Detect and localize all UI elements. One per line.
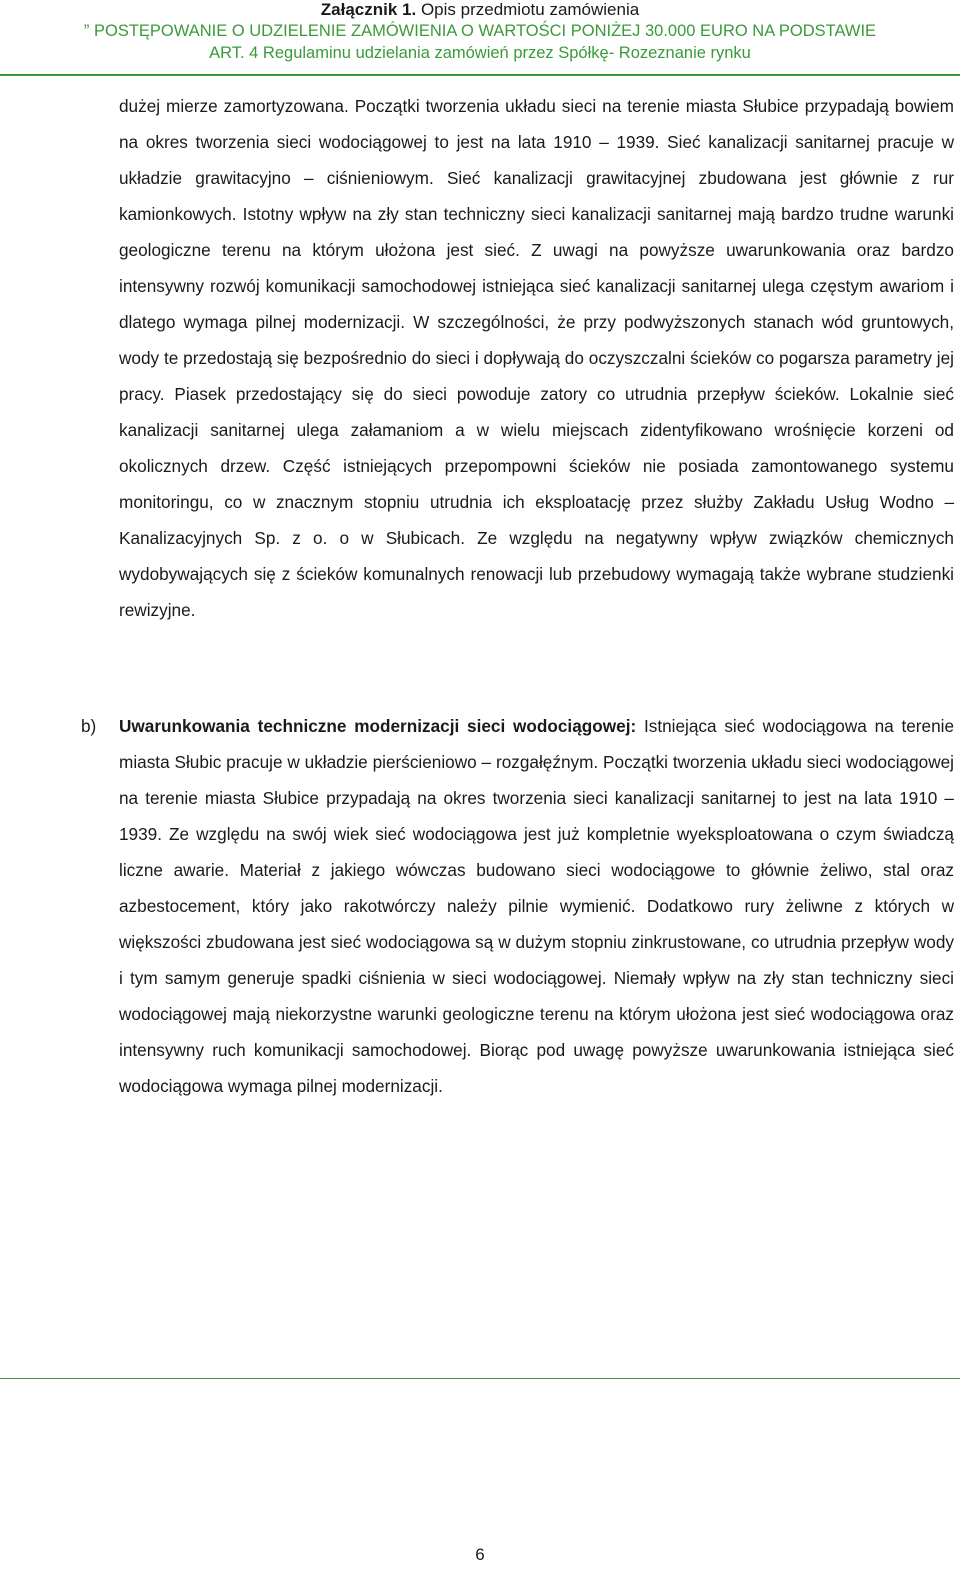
body-paragraph: dużej mierze zamortyzowana. Początki tworzenia układu sieci na terenie miasta Słubice przypadają bowiem na okres tworzenia sieci wodociągowej to jest na lata 1910 – 1939. Sieć kanalizacji sanitarnej pracuje w układzie grawitacyjno – ciśnieniowym. Sieć kanalizacji grawitacyjnej zbudowana jest głównie z rur kamionkowych. Istotny wpływ na zły stan techniczny sieci kanalizacji sanitarnej mają bardzo trudne warunki geologiczne terenu na którym ułożona jest sieć. Z uwagi na powyższe uwarunkowania oraz bardzo intensywny rozwój komunikacji samochodowej istniejąca sieć kanalizacji sanitarnej ulega częstym awariom i dlatego wymaga pilnej modernizacji. W szczególności, że przy podwyższonych stanach wód gruntowych, wody te przedostają się bezpośrednio do sieci i dopływają do oczyszczalni ścieków co pogarsza parametry jej pracy. Piasek przedostający się do sieci powoduje zatory co utrudnia przepływ ścieków. Lokalnie sieć kanalizacji sanitarnej ulega załamaniom a w wielu miejscach zidentyfikowano wrośnięcie korzeni od okolicznych drzew. Część istniejących przepompowni ścieków nie posiada zamontowanego systemu monitoringu, co w znacznym stopniu utrudnia ich eksploatację przez służby Zakładu Usług Wodno – Kanalizacyjnych Sp. z o. o w Słubicach. Ze względu na negatywny wpływ związków chemicznych wydobywających się z ścieków komunalnych renowacji lub przebudowy wymagają także wybrane studzienki rewizyjne. bbox=[119, 96, 954, 620]
page-number: 6 bbox=[475, 1545, 485, 1564]
list-item-b bbox=[81, 708, 954, 1104]
header-regulation-line: ART. 4 Regulaminu udzielania zamówień przez Spółkę- Rozeznanie rynku bbox=[209, 44, 751, 62]
header-procedure-line: ” POSTĘPOWANIE O UDZIELENIE ZAMÓWIENIA O WARTOŚCI PONIŻEJ 30.000 EURO NA PODSTAWIE bbox=[83, 22, 877, 40]
list-item-body bbox=[119, 708, 954, 1104]
list-marker: b) bbox=[81, 716, 97, 736]
header-divider bbox=[0, 74, 960, 76]
footer-divider bbox=[0, 1378, 960, 1379]
attachment-title: Opis przedmiotu zamówienia bbox=[416, 0, 640, 19]
document-header bbox=[0, 0, 960, 64]
header-title bbox=[0, 0, 960, 20]
section-text: Istniejąca sieć wodociągowa na terenie miasta Słubic pracuje w układzie pierścieniowo – rozgałęźnym. Początki tworzenia układu sieci wodociągowej na terenie miasta Słubice przypadają na okres tworzenia sieci kanalizacji sanitarnej to jest na lata 1910 – 1939. Ze względu na swój wiek sieć wodociągowa jest już kompletnie wyeksploatowana o czym świadczą liczne awarie. Materiał z jakiego wówczas budowano sieci wodociągowe to głównie żeliwo, stal oraz azbestocement, który jako rakotwórczy należy pilnie wymienić. Dodatkowo rury żeliwne z których w większości zbudowana jest sieć wodociągowa są w dużym stopniu zinkrustowane, co utrudnia przepływ wody i tym samym generuje spadki ciśnienia w sieci wodociągowej. Niemały wpływ na zły stan techniczny sieci wodociągowej mają niekorzystne warunki geologiczne terenu na którym ułożona jest sieć wodociągowa oraz intensywny ruch komunikacji samochodowej. Biorąc pod uwagę powyższe uwarunkowania istniejąca sieć wodociągowa wymaga pilnej modernizacji. bbox=[119, 716, 955, 1096]
body-text bbox=[119, 88, 954, 628]
section-heading: Uwarunkowania techniczne modernizacji sieci wodociągowej: bbox=[119, 716, 637, 736]
attachment-label: Załącznik 1. bbox=[320, 0, 417, 19]
